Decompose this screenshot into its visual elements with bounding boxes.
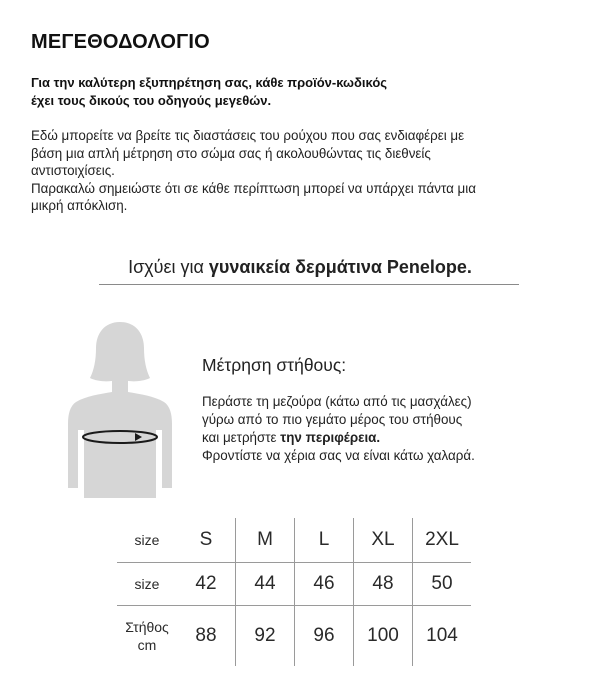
torso-shape [68, 392, 172, 498]
body-silhouette-icon [60, 318, 180, 508]
applies-prefix: Ισχύει για [128, 257, 209, 277]
chest-value: 88 [195, 625, 217, 646]
neck-shape [112, 380, 128, 394]
row-label [117, 606, 177, 667]
size-table [117, 518, 471, 666]
table-row-header [117, 518, 471, 563]
intro-line: Παρακαλώ σημειώστε ότι σε κάθε περίπτωση μπορεί να υπάρχει πάντα μια [31, 180, 476, 196]
measurement-instructions [202, 393, 562, 465]
intro-paragraph [31, 127, 571, 215]
row-label: size [117, 518, 177, 563]
instruction-line [202, 429, 562, 447]
intro-line: βάση μια απλή μέτρηση στο σώμα σας ή ακολουθώντας τις διεθνείς [31, 145, 431, 161]
row-label: size [117, 563, 177, 606]
instruction-bold: την περιφέρεια. [280, 430, 381, 445]
instruction-prefix: και μετρήστε [202, 430, 281, 445]
measurement-title: Μέτρηση στήθους: [202, 355, 347, 375]
head-shape [90, 322, 150, 388]
intro-bold-line: έχει τους δικούς του οδηγούς μεγεθών. [31, 93, 272, 108]
heading-divider [99, 284, 519, 285]
applies-to-heading [0, 257, 600, 278]
intro-line: Εδώ μπορείτε να βρείτε τις διαστάσεις του ρούχου που σας ενδιαφέρει με [31, 128, 465, 143]
table-row-size [117, 563, 471, 606]
size-header: L [295, 518, 354, 563]
chest-label: Στήθος [125, 619, 169, 635]
size-header: S [177, 518, 236, 563]
size-value: 42 [177, 563, 236, 606]
instruction-line: Περάστε τη μεζούρα (κάτω από τις μασχάλες) [202, 394, 472, 409]
intro-bold-line: Για την καλύτερη εξυπηρέτηση σας, κάθε προϊόν-κωδικός [31, 75, 388, 90]
intro-bold-text [31, 74, 571, 110]
chest-value: 104 [413, 606, 472, 667]
chest-value: 100 [354, 606, 413, 667]
size-header: M [236, 518, 295, 563]
size-value: 44 [236, 563, 295, 606]
chest-value: 92 [236, 606, 295, 667]
size-header: 2XL [413, 518, 472, 563]
chest-value: 96 [295, 606, 354, 667]
chest-unit: cm [137, 637, 157, 653]
size-value: 48 [354, 563, 413, 606]
size-header: XL [354, 518, 413, 563]
size-value: 50 [413, 563, 472, 606]
intro-line: αντιστοιχίσεις. [31, 163, 115, 178]
instruction-line: Φροντίστε να χέρια σας να είναι κάτω χαλαρά. [202, 448, 475, 463]
page-title: ΜΕΓΕΘΟΔΟΛΟΓΙΟ [31, 31, 210, 53]
intro-line: μικρή απόκλιση. [31, 198, 128, 213]
applies-product: γυναικεία δερμάτινα Penelope. [208, 257, 472, 277]
size-value: 46 [295, 563, 354, 606]
instruction-line: γύρω από το πιο γεμάτο μέρος του στήθους [202, 412, 463, 427]
table-row-chest [117, 606, 471, 667]
